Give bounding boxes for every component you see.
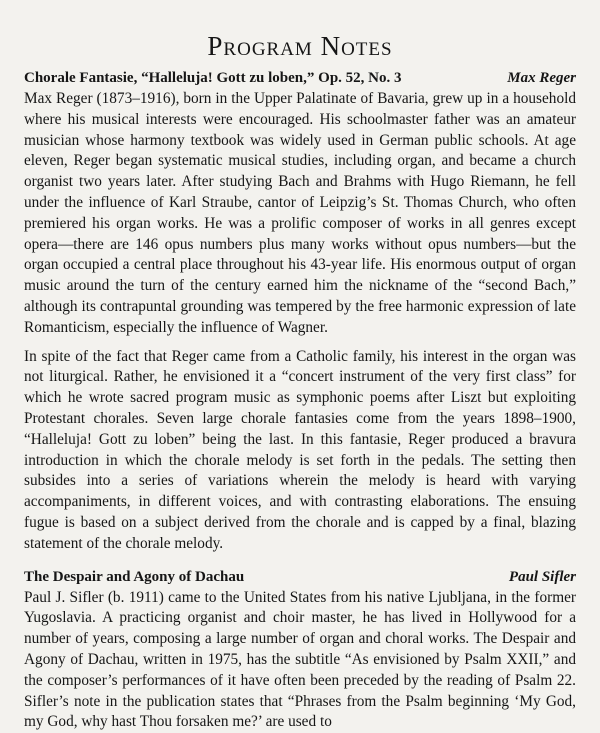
- piece-title: The Despair and Agony of Dachau: [24, 568, 245, 585]
- piece-title: Chorale Fantasie, “Halleluja! Gott zu loben,” Op. 52, No. 3: [24, 70, 402, 86]
- composer-name: Paul Sifler: [508, 568, 576, 585]
- paragraph: In spite of the fact that Reger came from a Catholic family, his interest in the organ was not liturgical. Rather, he envisioned it a “concert instrument of the very first class” for which he wrote sacred program music as symphonic poems after Liszt but exploiting Protestant chorales. Seven large chorale fantasies come from the years 1898–1900, “Halleluja! Gott zu loben” being the last. In this fantasie, Reger produced a bravura introduction in which the chorale melody is set forth in the pedals. The setting then subsides into a series of variations wherein the melody is heard with varying accompaniments, in different voices, and with contrasting elaborations. The ensuing fugue is based on a subject derived from the chorale and is capped by a final, blazing statement of the chorale melody.: [24, 347, 576, 552]
- piece-reger: [24, 68, 576, 555]
- composer-name: Max Reger: [507, 70, 576, 86]
- piece-sifler: [24, 567, 576, 733]
- paragraph: Paul J. Sifler (b. 1911) came to the United States from his native Ljubljana, in the former Yugoslavia. A practicing organist and choir master, he has lived in Hollywood for a number of years, composing a large number of organ and choral works. The Despair and Agony of Dachau, written in 1975, has the subtitle “As envisioned by Psalm XXII,” and the composer’s performances of it have often been preceded by the reading of Psalm 22. Sifler’s note in the publication states that “Phrases from the Psalm beginning ‘My God, my God, why hast Thou forsaken me?’ are used to: [24, 588, 576, 731]
- paragraph: Max Reger (1873–1916), born in the Upper Palatinate of Bavaria, grew up in a household where his musical interests were encouraged. His schoolmaster father was an amateur musician whose harmony textbook was widely used in German public schools. At age eleven, Reger began systematic musical studies, including organ, and became a church organist two years later. After studying Bach and Brahms with Hugo Riemann, he fell under the influence of Karl Straube, cantor of Leipzig’s St. Thomas Church, who often premiered his organ works. He was a prolific composer of works in all genres except opera—there are 146 opus numbers plus many works without opus numbers—but the organ occupied a central place throughout his 43-year life. His enormous output of organ music around the turn of the century earned him the nickname of the “second Bach,” although its contrapuntal grounding was tempered by the free harmonic expression of late Romanticism, especially the influence of Wagner.: [24, 90, 576, 336]
- piece-heading: [24, 68, 576, 89]
- page-title: Program Notes: [207, 31, 393, 61]
- program-notes-page: [24, 30, 576, 733]
- piece-heading: [24, 567, 576, 588]
